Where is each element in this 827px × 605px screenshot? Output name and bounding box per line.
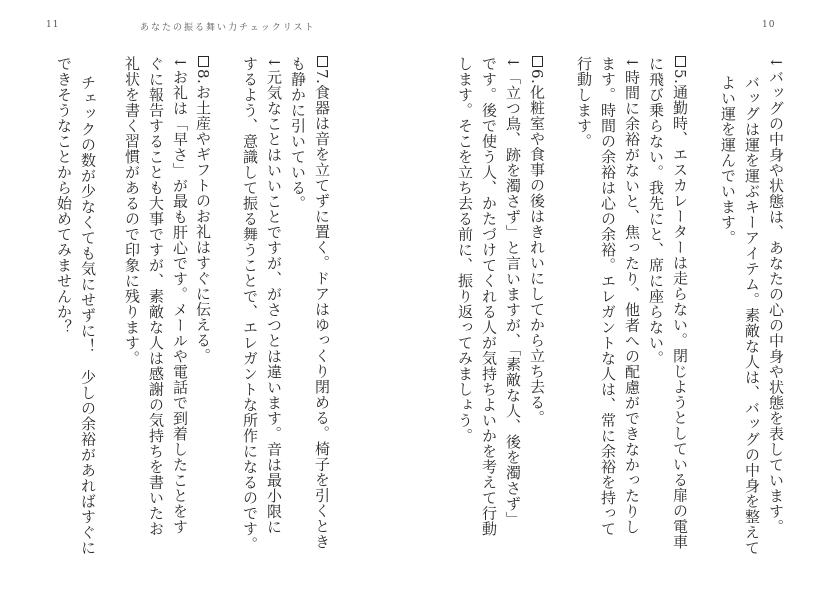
line-text: 礼状を書く習慣があるので印象に残ります。 [123, 56, 141, 366]
line-text: 7.食器は音を立てずに置く。ドアはゆっくり閉める。椅子を引くとき [313, 69, 331, 550]
line-text: 行動します。 [575, 56, 593, 149]
text-line [572, 56, 596, 586]
text-line [453, 56, 477, 586]
page-number-right: 10 [762, 20, 776, 30]
line-text: ぐに報告することも大事ですが、素敵な人は感謝の気持ちを書いたお [147, 56, 165, 537]
text-line [286, 56, 310, 586]
line-text: ↓お礼は「早さ」が最も肝心です。メールや電話で到着したことをす [171, 56, 189, 535]
line-text: できそうなことから始めてみませんか？ [55, 56, 73, 335]
checkbox-icon [675, 56, 686, 67]
text-line [644, 56, 668, 586]
running-header-title: あなたの振る舞い力チェックリスト [140, 23, 316, 33]
line-text: するよう、意識して振る舞うことで、エレガントな所作になるのです。 [241, 56, 259, 552]
line-text: チェックの数が少なくても気にせずに！ 少しの余裕があればすぐに [79, 75, 97, 556]
checklist-item-heading [310, 56, 334, 586]
line-text: ↓バッグの中身や状態は、あなたの心の中身や状態を表しています。 [767, 56, 785, 535]
line-text: ↓元気なことはいいことですが、がさつとは違います。音は最小限に [265, 56, 283, 535]
checklist-item-heading [525, 56, 549, 586]
text-line [740, 75, 764, 605]
line-text: 5.通勤時、エスカレーターは走らない。閉じようとしている扉の電車 [671, 69, 689, 550]
checklist-item-heading [191, 56, 215, 586]
line-text: 6.化粧室や食事の後はきれいにしてから立ち去る。 [528, 69, 546, 426]
line-text: ↓時間に余裕がないと、焦ったり、他者への配慮ができなかったりし [623, 56, 641, 535]
line-text: です。後で使う人、かたづけてくれる人が気持ちよいかを考えて行動 [480, 56, 498, 537]
text-line [501, 56, 525, 586]
checkbox-icon [198, 56, 209, 67]
text-line [238, 56, 262, 586]
page-number-left: 11 [46, 20, 60, 30]
line-text: ます。時間の余裕は心の余裕。エレガントな人は、常に余裕を持って [599, 56, 617, 537]
line-text: も静かに引いている。 [289, 56, 307, 211]
text-line [52, 56, 76, 586]
checkbox-icon [532, 56, 543, 67]
text-line [716, 75, 740, 605]
checklist-item-heading [668, 56, 692, 586]
line-text: します。そこを立ち去る前に、振り返ってみましょう。 [456, 56, 474, 444]
text-line [76, 75, 100, 605]
line-text: ↓「立つ鳥、跡を濁さず」と言いますが、「素敵な人、後を濁さず」 [504, 56, 522, 527]
text-line [168, 56, 192, 586]
text-line [596, 56, 620, 586]
text-line [764, 56, 788, 586]
line-text: 8.お土産やギフトのお礼はすぐに伝える。 [194, 69, 212, 364]
text-line [262, 56, 286, 586]
line-text: よい運を運んでいます。 [719, 75, 737, 246]
checkbox-icon [317, 56, 328, 67]
line-text: バッグは運を運ぶキーアイテム。素敵な人は、バッグの中身を整えて [743, 75, 761, 556]
line-text: に飛び乗らない。我先にと、席に座らない。 [647, 56, 665, 366]
text-line [144, 56, 168, 586]
text-line [120, 56, 144, 586]
text-line [477, 56, 501, 586]
text-line [620, 56, 644, 586]
